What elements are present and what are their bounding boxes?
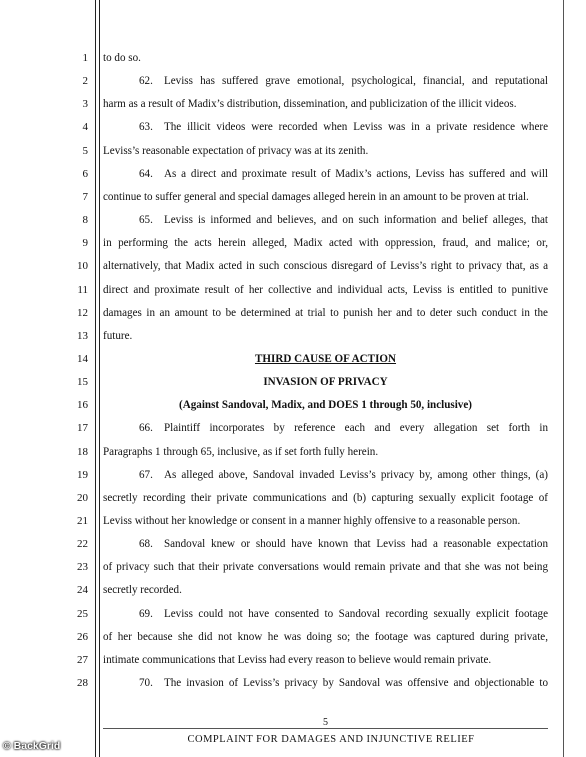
- body-text-line: damages in an amount to be determined at trial to punish her and to deter such conduct in the: [103, 306, 548, 319]
- section-heading: [103, 353, 548, 365]
- body-text-line: harm as a result of Madix’s distribution, dissemination, and publicization of the illicit videos.: [103, 98, 517, 111]
- margin-rule-left-outer: [95, 0, 96, 757]
- line-number: 20: [77, 491, 88, 504]
- line-number: 26: [77, 630, 88, 643]
- line-number: 25: [77, 607, 88, 620]
- line-number: 10: [77, 260, 88, 273]
- line-number: 19: [77, 468, 88, 481]
- section-heading-text: (Against Sandoval, Madix, and DOES 1 through 50, inclusive): [179, 399, 472, 412]
- line-number: 12: [77, 306, 88, 319]
- body-text-line: to do so.: [103, 52, 141, 64]
- body-text-line: intimate communications that Leviss had every reason to believe would remain private.: [103, 653, 492, 666]
- line-number: 8: [82, 214, 88, 227]
- body-text-line: Leviss’s reasonable expectation of privacy was at its zenith.: [103, 144, 369, 157]
- line-number: 9: [82, 237, 88, 250]
- body-text-line: secretly recording their private communications and (b) capturing sexually explicit footage of: [103, 491, 548, 504]
- page-number: 5: [323, 717, 328, 728]
- body-text-line: alternatively, that Madix acted in such conscious disregard of Leviss’s right to privacy that, as a: [103, 260, 548, 273]
- body-text-line: 64. As a direct and proximate result of Madix’s actions, Leviss has suffered and will: [139, 167, 548, 180]
- line-number: 13: [77, 329, 88, 342]
- body-text-line: 68. Sandoval knew or should have known that Leviss had a reasonable expectation: [139, 538, 548, 551]
- line-number: 28: [77, 677, 88, 690]
- line-number: 15: [77, 376, 88, 389]
- body-text-line: 65. Leviss is informed and believes, and on such information and belief alleges, that: [139, 214, 548, 227]
- margin-rule-right: [563, 0, 564, 757]
- line-number: 6: [82, 167, 88, 180]
- margin-rule-left-inner: [99, 0, 100, 757]
- body-text-line: of her because she did not know he was doing so; the footage was captured during private,: [103, 630, 548, 643]
- footer-rule: [103, 728, 548, 729]
- body-text-line: 67. As alleged above, Sandoval invaded Leviss’s privacy by, among other things, (a): [139, 468, 548, 481]
- line-number: 18: [77, 445, 88, 458]
- body-text-line: Leviss without her knowledge or consent in a manner highly offensive to a reasonable person.: [103, 515, 521, 527]
- line-number: 27: [77, 653, 88, 666]
- watermark-backgrid: © BackGrid: [3, 740, 61, 752]
- line-number: 11: [77, 283, 88, 296]
- body-text-line: direct and proximate result of her collective and individual acts, Leviss is entitled to punitive: [103, 283, 548, 296]
- body-text-line: future.: [103, 329, 133, 342]
- body-text-line: 63. The illicit videos were recorded when Leviss was in a private residence where: [139, 121, 548, 134]
- line-number: 1: [82, 52, 88, 64]
- line-number: 23: [77, 561, 88, 574]
- body-text-line: Paragraphs 1 through 65, inclusive, as if set forth fully herein.: [103, 445, 379, 458]
- line-number: 7: [82, 190, 88, 203]
- body-text-line: continue to suffer general and special damages alleged herein in an amount to be proven at trial.: [103, 190, 529, 203]
- line-number: 4: [82, 121, 88, 134]
- body-text-line: 62. Leviss has suffered grave emotional, psychological, financial, and reputational: [139, 75, 548, 88]
- line-number: 24: [77, 584, 88, 597]
- body-text-line: of privacy such that their private conversations would remain private and that she was not being: [103, 561, 548, 574]
- line-number: 2: [82, 75, 88, 88]
- line-number: 17: [77, 422, 88, 435]
- body-text-line: secretly recorded.: [103, 584, 182, 597]
- line-number: 22: [77, 538, 88, 551]
- body-text-line: 66. Plaintiff incorporates by reference each and every allegation set forth in: [139, 422, 548, 435]
- line-number: 5: [82, 144, 88, 157]
- section-heading-text: THIRD CAUSE OF ACTION: [254, 352, 397, 365]
- body-text-line: 69. Leviss could not have consented to Sandoval recording sexually explicit footage: [139, 607, 548, 620]
- section-heading-text: INVASION OF PRIVACY: [263, 376, 388, 389]
- section-heading: [103, 399, 548, 411]
- line-number: 21: [77, 515, 88, 527]
- section-heading: [103, 376, 548, 388]
- body-text-line: in performing the acts herein alleged, Madix acted with oppression, fraud, and malice; or,: [103, 237, 548, 250]
- line-number: 3: [82, 98, 88, 111]
- body-text-line: 70. The invasion of Leviss’s privacy by Sandoval was offensive and objectionable to: [139, 677, 548, 690]
- line-number: 14: [77, 352, 88, 365]
- footer-title: COMPLAINT FOR DAMAGES AND INJUNCTIVE RELIEF: [187, 734, 475, 745]
- line-number: 16: [77, 399, 88, 412]
